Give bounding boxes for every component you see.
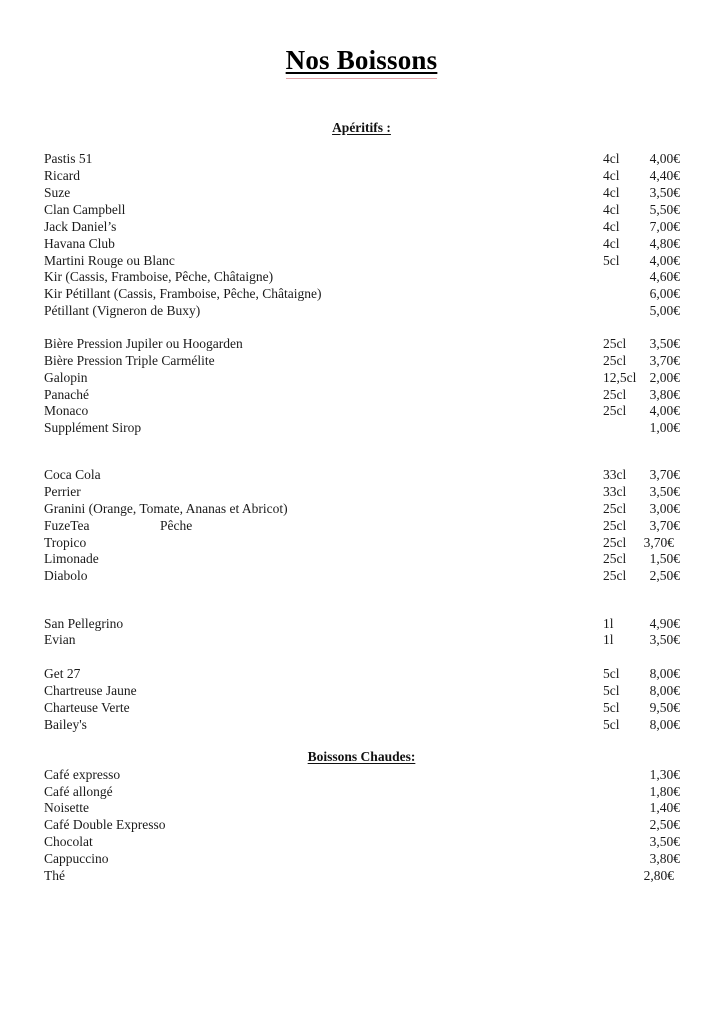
item-name: Granini (Orange, Tomate, Ananas et Abricot) bbox=[44, 501, 288, 516]
menu-row bbox=[44, 352, 684, 369]
item-price: 1,30€ bbox=[649, 767, 680, 782]
menu-row bbox=[44, 766, 684, 783]
item-price: 3,50€ bbox=[649, 632, 680, 647]
item-name: Martini Rouge ou Blanc bbox=[44, 253, 175, 268]
item-price: 4,00€ bbox=[649, 403, 680, 418]
item-name: Bière Pression Triple Carmélite bbox=[44, 353, 215, 368]
item-name: Jack Daniel’s bbox=[44, 219, 117, 234]
section-heading-aperitifs: Apéritifs : bbox=[332, 120, 391, 135]
item-price: 1,40€ bbox=[649, 800, 680, 815]
item-name: Monaco bbox=[44, 403, 89, 418]
item-name: Pétillant (Vigneron de Buxy) bbox=[44, 303, 201, 318]
page-title bbox=[0, 44, 723, 79]
item-price: 3,50€ bbox=[649, 834, 680, 849]
menu-row bbox=[44, 833, 684, 850]
page-title-text: Nos Boissons bbox=[286, 44, 438, 79]
item-name: Kir Pétillant (Cassis, Framboise, Pêche, Châtaigne) bbox=[44, 286, 322, 301]
menu-row bbox=[44, 335, 684, 352]
item-name: Chartreuse Jaune bbox=[44, 683, 137, 698]
item-volume: 5cl bbox=[603, 683, 620, 698]
item-name: Pastis 51 bbox=[44, 151, 93, 166]
item-price: 1,50€ bbox=[649, 551, 680, 566]
menu-row bbox=[44, 534, 684, 551]
menu-row bbox=[44, 184, 684, 201]
item-price: 3,70€ bbox=[649, 467, 680, 482]
item-volume: 4cl bbox=[603, 236, 620, 251]
item-price: 3,50€ bbox=[649, 336, 680, 351]
section-heading-boissons-chaudes: Boissons Chaudes: bbox=[307, 749, 416, 764]
item-name: Bailey's bbox=[44, 717, 87, 732]
menu-row bbox=[44, 201, 684, 218]
item-name: Charteuse Verte bbox=[44, 700, 130, 715]
menu-row bbox=[44, 631, 684, 648]
menu-row bbox=[44, 466, 684, 483]
item-name: Galopin bbox=[44, 370, 88, 385]
menu-row bbox=[44, 369, 684, 386]
item-name: Thé bbox=[44, 868, 65, 883]
menu-row bbox=[44, 268, 684, 285]
item-volume: 25cl bbox=[603, 535, 627, 550]
menu-row bbox=[44, 419, 684, 436]
item-price: 5,50€ bbox=[649, 202, 680, 217]
item-volume: 25cl bbox=[603, 387, 627, 402]
item-price: 2,50€ bbox=[649, 568, 680, 583]
item-name: Panaché bbox=[44, 387, 89, 402]
item-flavor: Pêche bbox=[160, 518, 193, 533]
item-name: Chocolat bbox=[44, 834, 93, 849]
item-name: Suze bbox=[44, 185, 71, 200]
menu-row bbox=[44, 816, 684, 833]
item-volume: 25cl bbox=[603, 353, 627, 368]
item-volume: 4cl bbox=[603, 151, 620, 166]
item-price: 3,50€ bbox=[649, 484, 680, 499]
item-name: Cappuccino bbox=[44, 851, 109, 866]
item-volume: 25cl bbox=[603, 551, 627, 566]
menu-row bbox=[44, 783, 684, 800]
item-volume: 4cl bbox=[603, 185, 620, 200]
item-name: Café expresso bbox=[44, 767, 121, 782]
item-volume: 25cl bbox=[603, 403, 627, 418]
item-volume: 12,5cl bbox=[603, 370, 637, 385]
item-volume: 1l bbox=[603, 632, 614, 647]
item-name: Tropico bbox=[44, 535, 87, 550]
menu-row bbox=[44, 150, 684, 167]
item-volume: 25cl bbox=[603, 518, 627, 533]
item-price: 2,80€ bbox=[643, 868, 674, 883]
item-price: 6,00€ bbox=[649, 286, 680, 301]
item-volume: 1l bbox=[603, 616, 614, 631]
menu-row bbox=[44, 550, 684, 567]
item-name: San Pellegrino bbox=[44, 616, 124, 631]
item-price: 3,70€ bbox=[643, 535, 674, 550]
item-price: 4,40€ bbox=[649, 168, 680, 183]
item-name: Bière Pression Jupiler ou Hoogarden bbox=[44, 336, 243, 351]
item-name: Noisette bbox=[44, 800, 89, 815]
item-price: 8,00€ bbox=[649, 717, 680, 732]
menu-row bbox=[44, 483, 684, 500]
item-volume: 4cl bbox=[603, 202, 620, 217]
menu-row bbox=[44, 682, 684, 699]
item-volume: 5cl bbox=[603, 717, 620, 732]
item-price: 5,00€ bbox=[649, 303, 680, 318]
menu-row bbox=[44, 850, 684, 867]
item-name: Diabolo bbox=[44, 568, 88, 583]
item-volume: 5cl bbox=[603, 666, 620, 681]
menu-row bbox=[44, 615, 684, 632]
item-volume: 25cl bbox=[603, 501, 627, 516]
item-price: 3,70€ bbox=[649, 518, 680, 533]
item-volume: 33cl bbox=[603, 484, 627, 499]
item-name: Havana Club bbox=[44, 236, 115, 251]
item-name: Limonade bbox=[44, 551, 99, 566]
item-volume: 5cl bbox=[603, 700, 620, 715]
item-price: 3,80€ bbox=[649, 851, 680, 866]
item-volume: 4cl bbox=[603, 168, 620, 183]
item-volume: 4cl bbox=[603, 219, 620, 234]
item-name: Clan Campbell bbox=[44, 202, 126, 217]
menu-row bbox=[44, 235, 684, 252]
item-price: 2,00€ bbox=[649, 370, 680, 385]
item-price: 1,00€ bbox=[649, 420, 680, 435]
item-price: 3,80€ bbox=[649, 387, 680, 402]
item-price: 4,80€ bbox=[649, 236, 680, 251]
item-name: Evian bbox=[44, 632, 76, 647]
item-volume: 33cl bbox=[603, 467, 627, 482]
item-volume: 25cl bbox=[603, 568, 627, 583]
item-price: 4,00€ bbox=[649, 151, 680, 166]
menu-row bbox=[44, 699, 684, 716]
item-name: FuzeTea bbox=[44, 518, 90, 533]
menu-row bbox=[44, 716, 684, 733]
menu-row bbox=[44, 386, 684, 403]
item-name: Get 27 bbox=[44, 666, 81, 681]
menu-row bbox=[44, 167, 684, 184]
item-price: 8,00€ bbox=[649, 666, 680, 681]
item-price: 4,60€ bbox=[649, 269, 680, 284]
menu-row bbox=[44, 500, 684, 517]
menu-row bbox=[44, 799, 684, 816]
menu-row bbox=[44, 867, 684, 884]
item-price: 3,00€ bbox=[649, 501, 680, 516]
item-price: 1,80€ bbox=[649, 784, 680, 799]
item-name: Ricard bbox=[44, 168, 80, 183]
menu-row bbox=[44, 285, 684, 302]
menu-row bbox=[44, 252, 684, 269]
item-volume: 25cl bbox=[603, 336, 627, 351]
item-price: 2,50€ bbox=[649, 817, 680, 832]
menu-row bbox=[44, 302, 684, 319]
item-name: Supplément Sirop bbox=[44, 420, 142, 435]
item-volume: 5cl bbox=[603, 253, 620, 268]
item-price: 4,90€ bbox=[649, 616, 680, 631]
menu-row bbox=[44, 567, 684, 584]
item-price: 7,00€ bbox=[649, 219, 680, 234]
item-price: 8,00€ bbox=[649, 683, 680, 698]
item-price: 4,00€ bbox=[649, 253, 680, 268]
item-name: Coca Cola bbox=[44, 467, 101, 482]
item-price: 3,50€ bbox=[649, 185, 680, 200]
menu-row bbox=[44, 402, 684, 419]
menu-row bbox=[44, 665, 684, 682]
item-name: Kir (Cassis, Framboise, Pêche, Châtaigne) bbox=[44, 269, 274, 284]
item-price: 9,50€ bbox=[649, 700, 680, 715]
item-name: Café Double Expresso bbox=[44, 817, 166, 832]
menu-row bbox=[44, 517, 684, 534]
menu-row bbox=[44, 218, 684, 235]
item-price: 3,70€ bbox=[649, 353, 680, 368]
item-name: Café allongé bbox=[44, 784, 113, 799]
item-name: Perrier bbox=[44, 484, 81, 499]
